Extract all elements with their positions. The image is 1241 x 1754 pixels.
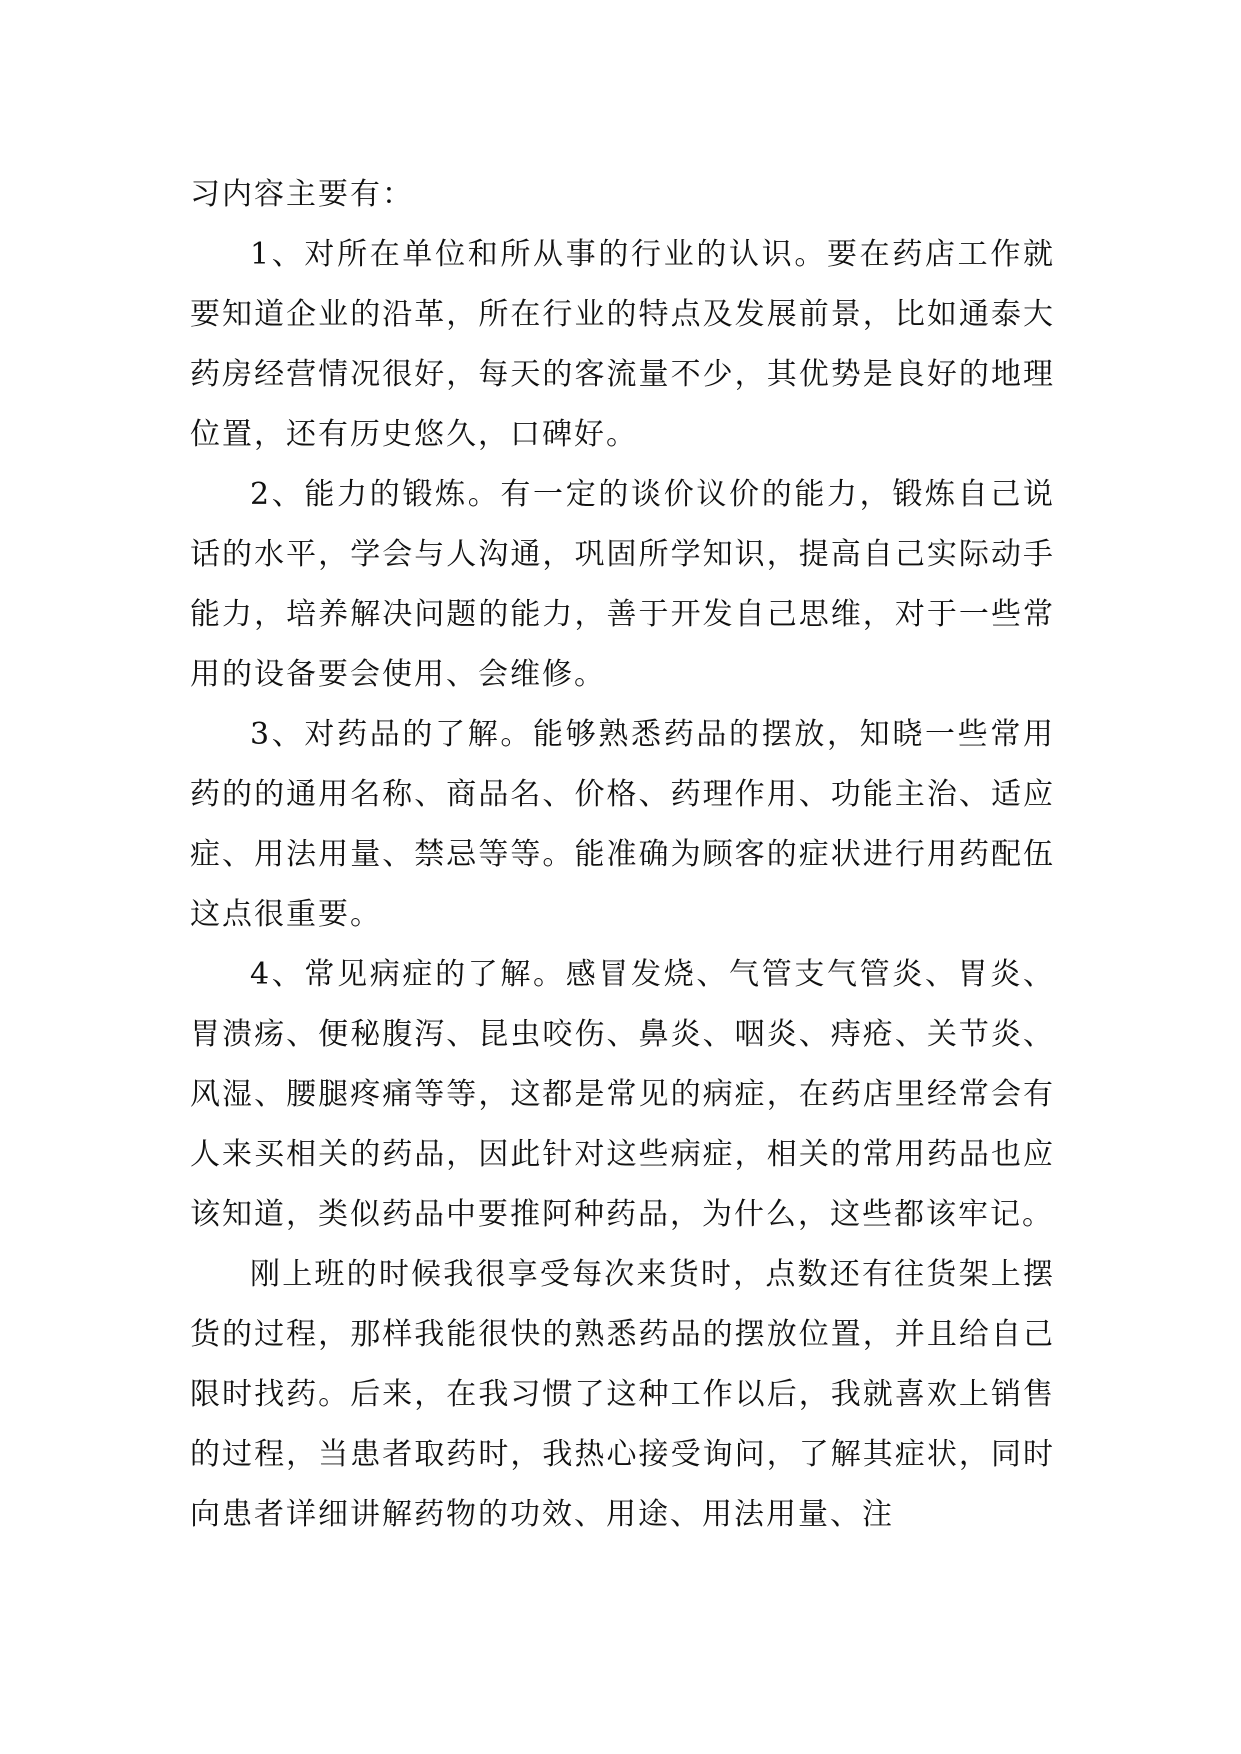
paragraph-item-4: 4、常见病症的了解。感冒发烧、气管支气管炎、胃炎、胃溃疡、便秘腹泻、昆虫咬伤、鼻炎、咽炎、痔疮、关节炎、风湿、腰腿疼痛等等，这都是常见的病症，在药店里经常会有人来买相关的药品，因此针对这些病症，相关的常用药品也应该知道，类似药品中要推阿种药品，为什么，这些都该牢记。 bbox=[190, 957, 1055, 1232]
paragraph-item-1: 1、对所在单位和所从事的行业的认识。要在药店工作就要知道企业的沿革，所在行业的特点及发展前景，比如通泰大药房经营情况很好，每天的客流量不少，其优势是良好的地理位置，还有历史悠久，口碑好。 bbox=[190, 237, 1055, 452]
document-body bbox=[190, 165, 1055, 1545]
paragraph-intro: 习内容主要有： bbox=[190, 177, 414, 212]
paragraph-item-2: 2、能力的锻炼。有一定的谈价议价的能力，锻炼自己说话的水平，学会与人沟通，巩固所学知识，提高自己实际动手能力，培养解决问题的能力，善于开发自己思维，对于一些常用的设备要会使用、会维修。 bbox=[190, 477, 1055, 692]
paragraph-item-3: 3、对药品的了解。能够熟悉药品的摆放，知晓一些常用药的的通用名称、商品名、价格、药理作用、功能主治、适应症、用法用量、禁忌等等。能准确为顾客的症状进行用药配伍这点很重要。 bbox=[190, 717, 1055, 932]
paragraph-work-experience: 刚上班的时候我很享受每次来货时，点数还有往货架上摆货的过程，那样我能很快的熟悉药品的摆放位置，并且给自己限时找药。后来，在我习惯了这种工作以后，我就喜欢上销售的过程，当患者取药时，我热心接受询问，了解其症状，同时向患者详细讲解药物的功效、用途、用法用量、注 bbox=[190, 1257, 1055, 1532]
